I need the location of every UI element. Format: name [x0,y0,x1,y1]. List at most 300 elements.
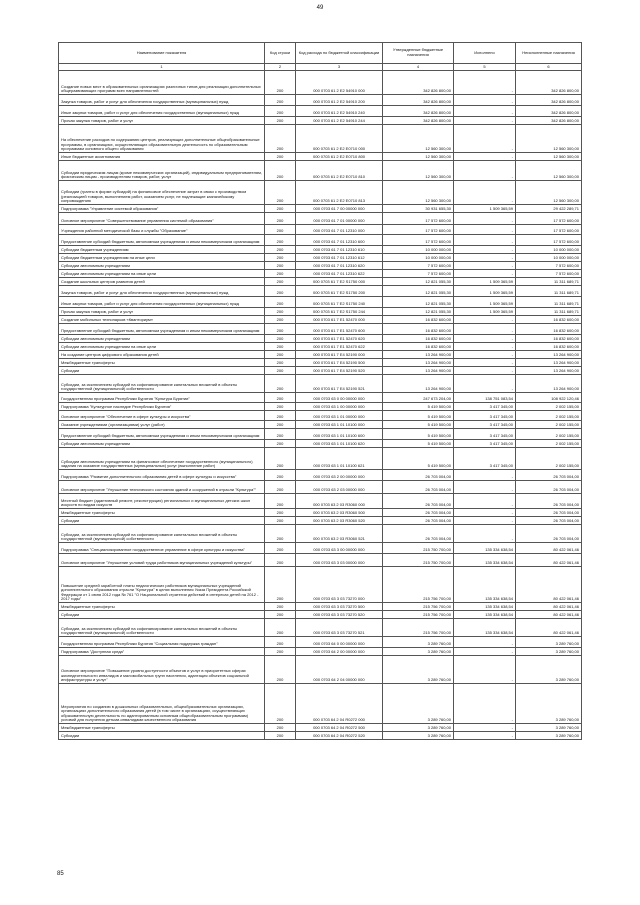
row-executed: 135 334 638,54 [454,543,516,554]
row-name: Иные закупки товаров, работ и услуг для обеспечения государственных (муниципальных) нужд [59,106,265,117]
row-executed: - [454,470,516,481]
row-budget-code: 000 0703 61 7 E4 52190 520 [296,367,383,375]
row-line-code: 200 [265,637,296,648]
row-executed: - [454,181,516,205]
row-approved: 3 289 760,00 [383,684,454,724]
row-line-code: 200 [265,421,296,429]
row-executed: 1 509 365,59 [454,278,516,286]
row-budget-code: 000 0703 63 3 00 00000 000 [296,543,383,554]
row-executed: - [454,481,516,494]
row-unexecuted: 3 289 760,00 [516,637,582,648]
row-line-code: 200 [265,95,296,106]
row-name: Подпрограмма "Специализированное государственное управление в сфере культуры и искусства" [59,543,265,554]
row-approved: 13 264 900,00 [383,351,454,359]
row-budget-code: 000 0703 61 7 E4 52190 500 [296,359,383,367]
row-executed: 1 509 365,59 [454,286,516,297]
row-executed: - [454,324,516,335]
row-approved: 10 000 000,00 [383,254,454,262]
row-approved: 5 419 500,00 [383,411,454,421]
row-approved: 30 931 655,30 [383,205,454,213]
row-unexecuted: 10 000 000,00 [516,254,582,262]
row-name: Субсидии (гранты в форме субсидий) на финансовое обеспечение затрат в связи с производством (реализацией товаров, выполнением работ, оказанием услуг, не подлежащие казначейскому сопровождению [59,181,265,205]
table-row [59,440,582,448]
row-budget-code: 000 0703 61 2 E2 54910 240 [296,106,383,117]
row-unexecuted: 7 572 600,00 [516,270,582,278]
row-name: Государственная программа Республики Бурятия "Культура Бурятии" [59,393,265,403]
row-name: Предоставление субсидий бюджетным, автономным учреждениям и иным некоммерческим организациям [59,235,265,246]
row-unexecuted: 7 572 600,00 [516,262,582,270]
row-line-code: 200 [265,567,296,603]
row-name: Прочая закупка товаров, работ и услуг [59,308,265,316]
table-row [59,254,582,262]
row-budget-code: 000 0703 61 7 01 12310 610 [296,246,383,254]
row-budget-code: 000 0703 63 1 01 10100 620 [296,440,383,448]
row-approved: 342 826 800,00 [383,106,454,117]
row-executed: - [454,724,516,732]
row-line-code: 200 [265,494,296,509]
row-unexecuted: 17 572 600,00 [516,225,582,235]
row-line-code: 200 [265,324,296,335]
row-approved: 3 289 760,00 [383,724,454,732]
row-line-code: 200 [265,732,296,740]
row-unexecuted: 11 311 689,71 [516,278,582,286]
row-line-code: 200 [265,684,296,724]
row-approved: 5 419 500,00 [383,440,454,448]
row-approved: 5 419 500,00 [383,429,454,440]
row-executed: 1 509 365,59 [454,205,516,213]
row-unexecuted: 17 572 600,00 [516,235,582,246]
row-budget-code: 000 0703 61 7 00 00000 000 [296,205,383,213]
row-unexecuted: 2 002 155,00 [516,429,582,440]
row-executed: - [454,351,516,359]
row-unexecuted: 80 422 061,46 [516,611,582,619]
row-unexecuted: 342 826 800,00 [516,71,582,95]
row-budget-code: 000 0703 61 2 E2 E0710 800 [296,153,383,161]
table-row [59,421,582,429]
row-unexecuted: 3 289 760,00 [516,732,582,740]
row-line-code: 200 [265,153,296,161]
row-approved: 17 572 600,00 [383,225,454,235]
row-line-code: 200 [265,254,296,262]
column-index: 6 [516,64,582,71]
row-approved: 12 821 055,30 [383,297,454,308]
table-row [59,525,582,543]
row-line-code: 200 [265,205,296,213]
row-executed: - [454,375,516,393]
row-unexecuted: 80 422 061,46 [516,619,582,637]
row-line-code: 200 [265,440,296,448]
row-budget-code: 000 0703 61 2 E2 54910 244 [296,117,383,125]
table-row [59,567,582,603]
row-approved: 26 703 004,00 [383,481,454,494]
table-row [59,448,582,470]
row-unexecuted: 108 922 120,46 [516,393,582,403]
table-row [59,411,582,421]
table-row [59,205,582,213]
row-name: Субсидии автономным учреждениям на иные цели [59,270,265,278]
row-budget-code: 000 0703 63 3 03 00000 000 [296,554,383,567]
row-executed: 138 751 083,54 [454,393,516,403]
row-line-code: 200 [265,554,296,567]
row-line-code: 200 [265,375,296,393]
row-name: Подпрограмма "Доступная среда" [59,648,265,656]
header-unexecuted: Неисполненные назначения [516,43,582,64]
footer-page-number: 85 [57,871,64,877]
row-name: Подпрограмма "Культурное наследие Республики Бурятия" [59,403,265,411]
row-budget-code: 000 0703 64 2 00 00000 000 [296,648,383,656]
row-budget-code: 000 0703 61 7 E4 52190 521 [296,375,383,393]
row-unexecuted: 10 000 000,00 [516,246,582,254]
row-approved: 5 419 500,00 [383,403,454,411]
row-budget-code: 000 0703 61 7 E4 52190 000 [296,351,383,359]
table-row [59,517,582,525]
row-line-code: 200 [265,411,296,421]
row-name: Мероприятия по созданию в дошкольных образовательных, общеобразовательных организациях, организациях дополнительного образования детей (в том числе в организациях, осуществляющих образовательную деятельность по адаптированным основным общеобразовательным программам) условий для получения детьми-инвалидами качественного образования [59,684,265,724]
table-row [59,732,582,740]
row-line-code: 200 [265,619,296,637]
row-approved: 215 750 700,00 [383,543,454,554]
row-executed: - [454,509,516,517]
table-row [59,656,582,684]
row-approved: 215 756 700,00 [383,611,454,619]
row-name: Субсидии, за исключением субсидий на софинансирование капитальных вложений в объекты государственной (муниципальной) собственности [59,375,265,393]
row-line-code: 200 [265,343,296,351]
row-line-code: 200 [265,403,296,411]
row-budget-code: 000 0703 63 2 03 R3060 520 [296,517,383,525]
row-approved: 342 826 800,00 [383,71,454,95]
row-executed: - [454,117,516,125]
row-executed: 135 334 638,54 [454,611,516,619]
row-budget-code: 000 0703 63 2 00 00000 000 [296,470,383,481]
row-budget-code: 000 0703 61 7 01 12310 612 [296,254,383,262]
budget-execution-table [58,42,582,740]
row-budget-code: 000 0703 63 0 00 00000 000 [296,393,383,403]
table-row [59,286,582,297]
row-executed: - [454,262,516,270]
row-executed: - [454,71,516,95]
row-budget-code: 000 0703 61 2 E2 E0710 813 [296,181,383,205]
row-executed: - [454,494,516,509]
row-budget-code: 000 0703 63 1 01 00000 000 [296,411,383,421]
row-executed: - [454,161,516,181]
row-unexecuted: 11 311 689,71 [516,297,582,308]
row-line-code: 200 [265,213,296,225]
row-unexecuted: 26 703 004,00 [516,517,582,525]
row-executed: 3 417 345,00 [454,411,516,421]
row-executed: - [454,270,516,278]
row-name: Межбюджетные трансферты [59,359,265,367]
row-approved: 13 264 900,00 [383,359,454,367]
row-budget-code: 000 0703 63 2 03 R3060 000 [296,494,383,509]
row-budget-code: 000 0703 63 2 03 00000 000 [296,481,383,494]
row-unexecuted: 3 289 760,00 [516,684,582,724]
row-unexecuted: 26 703 004,00 [516,509,582,517]
column-index: 5 [454,64,516,71]
row-unexecuted: 342 826 800,00 [516,117,582,125]
row-approved: 16 832 600,00 [383,335,454,343]
row-executed: 3 417 345,00 [454,403,516,411]
table-row [59,375,582,393]
row-unexecuted: 80 422 061,46 [516,567,582,603]
row-approved: 12 560 300,00 [383,125,454,153]
row-approved: 247 673 204,00 [383,393,454,403]
row-executed: - [454,367,516,375]
row-executed: - [454,684,516,724]
row-executed: 135 334 638,54 [454,554,516,567]
row-line-code: 200 [265,71,296,95]
row-budget-code: 000 0703 61 7 E1 52470 622 [296,343,383,351]
row-budget-code: 000 0703 61 7 01 12310 600 [296,235,383,246]
row-executed: 1 509 365,59 [454,308,516,316]
row-executed: - [454,656,516,684]
table-row [59,125,582,153]
row-approved: 12 821 055,30 [383,308,454,316]
row-line-code: 200 [265,481,296,494]
row-budget-code: 000 0703 61 7 01 12310 000 [296,225,383,235]
row-name: Субсидии [59,517,265,525]
row-budget-code: 000 0703 63 3 03 73270 520 [296,611,383,619]
row-name: Закупка товаров, работ и услуг для обеспечения государственных (муниципальных) нужд [59,286,265,297]
row-budget-code: 000 0703 61 7 E2 S1750 200 [296,286,383,297]
header-executed: Исполнено [454,43,516,64]
row-approved: 16 832 600,00 [383,343,454,351]
table-row [59,637,582,648]
row-line-code: 200 [265,117,296,125]
row-name: Субсидии юридическим лицам (кроме некоммерческих организаций), индивидуальным предпринимателям, физическим лицам - производителям товаров, работ, услуг [59,161,265,181]
row-name: Подпрограмма "Развитие дополнительного образования детей в сфере культуры и искусства" [59,470,265,481]
table-row [59,308,582,316]
row-approved: 215 756 700,00 [383,603,454,611]
row-executed: - [454,125,516,153]
row-line-code: 200 [265,656,296,684]
row-name: Межбюджетные трансферты [59,724,265,732]
row-line-code: 200 [265,278,296,286]
row-name: Создание школьных центров развития детей [59,278,265,286]
table-row [59,611,582,619]
row-name: Межбюджетные трансферты [59,509,265,517]
row-budget-code: 000 0703 64 0 00 00000 000 [296,637,383,648]
row-line-code: 200 [265,470,296,481]
row-line-code: 200 [265,106,296,117]
row-name: Прочая закупка товаров, работ и услуг [59,117,265,125]
row-budget-code: 000 0703 61 7 E2 S1750 244 [296,308,383,316]
row-line-code: 200 [265,351,296,359]
row-executed: - [454,335,516,343]
row-line-code: 200 [265,359,296,367]
row-executed: - [454,246,516,254]
table-row [59,724,582,732]
row-unexecuted: 2 002 155,00 [516,421,582,429]
table-row [59,316,582,324]
row-executed: - [454,359,516,367]
row-unexecuted: 16 832 600,00 [516,316,582,324]
row-unexecuted: 16 832 600,00 [516,335,582,343]
row-approved: 26 703 004,00 [383,494,454,509]
row-approved: 26 703 004,00 [383,470,454,481]
table-row [59,648,582,656]
table-header-row [59,43,582,64]
row-name: Основное мероприятие "Улучшение условий труда работников муниципальных учреждений культуры" [59,554,265,567]
row-approved: 3 289 760,00 [383,656,454,684]
table-row [59,161,582,181]
page-number: 49 [316,5,324,11]
row-executed: 3 417 345,00 [454,421,516,429]
row-line-code: 200 [265,181,296,205]
row-line-code: 200 [265,246,296,254]
row-budget-code: 000 0703 63 1 01 10100 000 [296,421,383,429]
table-row [59,684,582,724]
row-name: Подпрограмма "Управление системой образования" [59,205,265,213]
row-approved: 13 264 900,00 [383,375,454,393]
row-executed: - [454,225,516,235]
row-unexecuted: 17 572 600,00 [516,213,582,225]
row-line-code: 200 [265,308,296,316]
row-name: Субсидии [59,367,265,375]
row-executed: - [454,732,516,740]
row-unexecuted: 16 832 600,00 [516,324,582,335]
row-name: Учреждения районной методической базы и службы "Образование" [59,225,265,235]
row-name: Основное мероприятие "Совершенствование управления системой образования" [59,213,265,225]
row-unexecuted: 3 289 760,00 [516,656,582,684]
header-line-code: Код строки [265,43,296,64]
table-row [59,297,582,308]
row-line-code: 200 [265,297,296,308]
row-line-code: 200 [265,225,296,235]
row-line-code: 200 [265,724,296,732]
row-budget-code: 000 0703 61 7 E1 52470 600 [296,324,383,335]
row-name: Субсидии автономным учреждениям [59,440,265,448]
row-unexecuted: 2 002 155,00 [516,440,582,448]
row-unexecuted: 80 422 061,46 [516,603,582,611]
row-executed: 3 417 345,00 [454,440,516,448]
row-line-code: 200 [265,235,296,246]
row-unexecuted: 342 826 800,00 [516,95,582,106]
row-line-code: 200 [265,125,296,153]
row-line-code: 200 [265,393,296,403]
table-row [59,509,582,517]
row-unexecuted: 80 422 061,46 [516,543,582,554]
row-approved: 12 560 300,00 [383,153,454,161]
row-name: Субсидии бюджетным учреждениям [59,246,265,254]
row-budget-code: 000 0703 61 7 E1 52470 620 [296,335,383,343]
row-name: Основное мероприятие "Улучшение технического состояния зданий и сооружений в отрасли "Культура"" [59,481,265,494]
row-approved: 26 703 004,00 [383,509,454,517]
row-unexecuted: 26 703 004,00 [516,481,582,494]
row-budget-code: 000 0703 64 2 04 R0272 500 [296,724,383,732]
table-row [59,393,582,403]
row-line-code: 200 [265,286,296,297]
row-budget-code: 000 0703 61 2 E2 E0710 810 [296,161,383,181]
table-row [59,343,582,351]
header-budget-code: Код расхода по бюджетной классификации [296,43,383,64]
table-row [59,106,582,117]
row-budget-code: 000 0703 64 2 04 R0272 520 [296,732,383,740]
row-executed: 135 334 638,54 [454,567,516,603]
row-executed: 3 417 345,00 [454,448,516,470]
row-budget-code: 000 0703 61 2 E2 54910 000 [296,71,383,95]
row-name: Иные закупки товаров, работ и услуг для обеспечения государственных (муниципальных) нужд [59,297,265,308]
row-name: Создание новых мест в образовательных организациях различных типов для реализации дополнительных общеразвивающих программ всех направленностей [59,71,265,95]
row-line-code: 200 [265,611,296,619]
row-budget-code: 000 0703 61 7 E2 S1750 000 [296,278,383,286]
table-row [59,278,582,286]
row-executed: - [454,235,516,246]
row-name: Субсидии бюджетным учреждениям на иные цели [59,254,265,262]
header-approved: Утвержденные бюджетные назначения [383,43,454,64]
row-budget-code: 000 0703 63 1 01 10100 600 [296,429,383,440]
table-row [59,554,582,567]
row-name: Субсидии автономным учреждениям на финансовое обеспечение государственного (муниципального) задания на оказание государственных (муниципальных) услуг (выполнение работ) [59,448,265,470]
row-budget-code: 000 0703 61 7 E1 52470 000 [296,316,383,324]
row-executed: - [454,106,516,117]
row-budget-code: 000 0703 61 2 E2 E0710 000 [296,125,383,153]
row-name: Субсидии, за исключением субсидий на софинансирование капитальных вложений в объекты государственной (муниципальной) собственности [59,525,265,543]
row-unexecuted: 2 002 155,00 [516,448,582,470]
row-line-code: 200 [265,648,296,656]
row-budget-code: 000 0703 64 2 04 00000 000 [296,656,383,684]
row-name: Основное мероприятие "Повышение уровня доступности объектов и услуг в приоритетных сферах жизнедеятельности инвалидов и маломобильных групп населения, адаптация объектов социальной инфраструктуры и услуг" [59,656,265,684]
row-unexecuted: 12 560 300,00 [516,153,582,161]
row-name: Субсидии [59,732,265,740]
row-budget-code: 000 0703 61 7 01 12310 622 [296,270,383,278]
row-approved: 7 572 600,00 [383,270,454,278]
row-executed: 3 417 345,00 [454,429,516,440]
row-approved: 215 750 700,00 [383,554,454,567]
row-budget-code: 000 0703 63 2 03 R3060 521 [296,525,383,543]
row-line-code: 200 [265,262,296,270]
column-index-row [59,64,582,71]
row-name: Субсидии автономным учреждениям [59,335,265,343]
row-executed: - [454,213,516,225]
table-row [59,324,582,335]
table-row [59,351,582,359]
row-unexecuted: 29 422 289,71 [516,205,582,213]
row-name: На создание центров цифрового образования детей [59,351,265,359]
row-name: Местный бюджет (адаптивный ремонт, реконструкция) региональных и муниципальных детских школ искусств по видам искусств [59,494,265,509]
table-row [59,429,582,440]
row-line-code: 200 [265,509,296,517]
table-row [59,403,582,411]
row-line-code: 200 [265,543,296,554]
table-row [59,481,582,494]
row-approved: 10 000 000,00 [383,246,454,254]
row-budget-code: 000 0703 63 1 01 10100 621 [296,448,383,470]
row-approved: 3 289 760,00 [383,732,454,740]
row-unexecuted: 26 703 004,00 [516,470,582,481]
row-approved: 342 826 800,00 [383,117,454,125]
row-approved: 5 419 500,00 [383,448,454,470]
table-row [59,213,582,225]
row-line-code: 200 [265,517,296,525]
row-budget-code: 000 0703 63 3 03 73270 000 [296,567,383,603]
column-index: 2 [265,64,296,71]
row-executed: 135 334 638,54 [454,603,516,611]
row-budget-code: 000 0703 61 2 E2 54910 200 [296,95,383,106]
table-row [59,367,582,375]
table-row [59,603,582,611]
row-executed: 135 334 638,54 [454,619,516,637]
row-unexecuted: 12 560 300,00 [516,125,582,153]
table-row [59,262,582,270]
row-approved: 12 821 055,30 [383,278,454,286]
row-unexecuted: 11 311 689,71 [516,286,582,297]
row-name: Межбюджетные трансферты [59,603,265,611]
table-row [59,117,582,125]
row-approved: 12 560 300,00 [383,161,454,181]
row-approved: 3 289 760,00 [383,637,454,648]
row-unexecuted: 26 703 004,00 [516,525,582,543]
row-approved: 26 703 004,00 [383,525,454,543]
